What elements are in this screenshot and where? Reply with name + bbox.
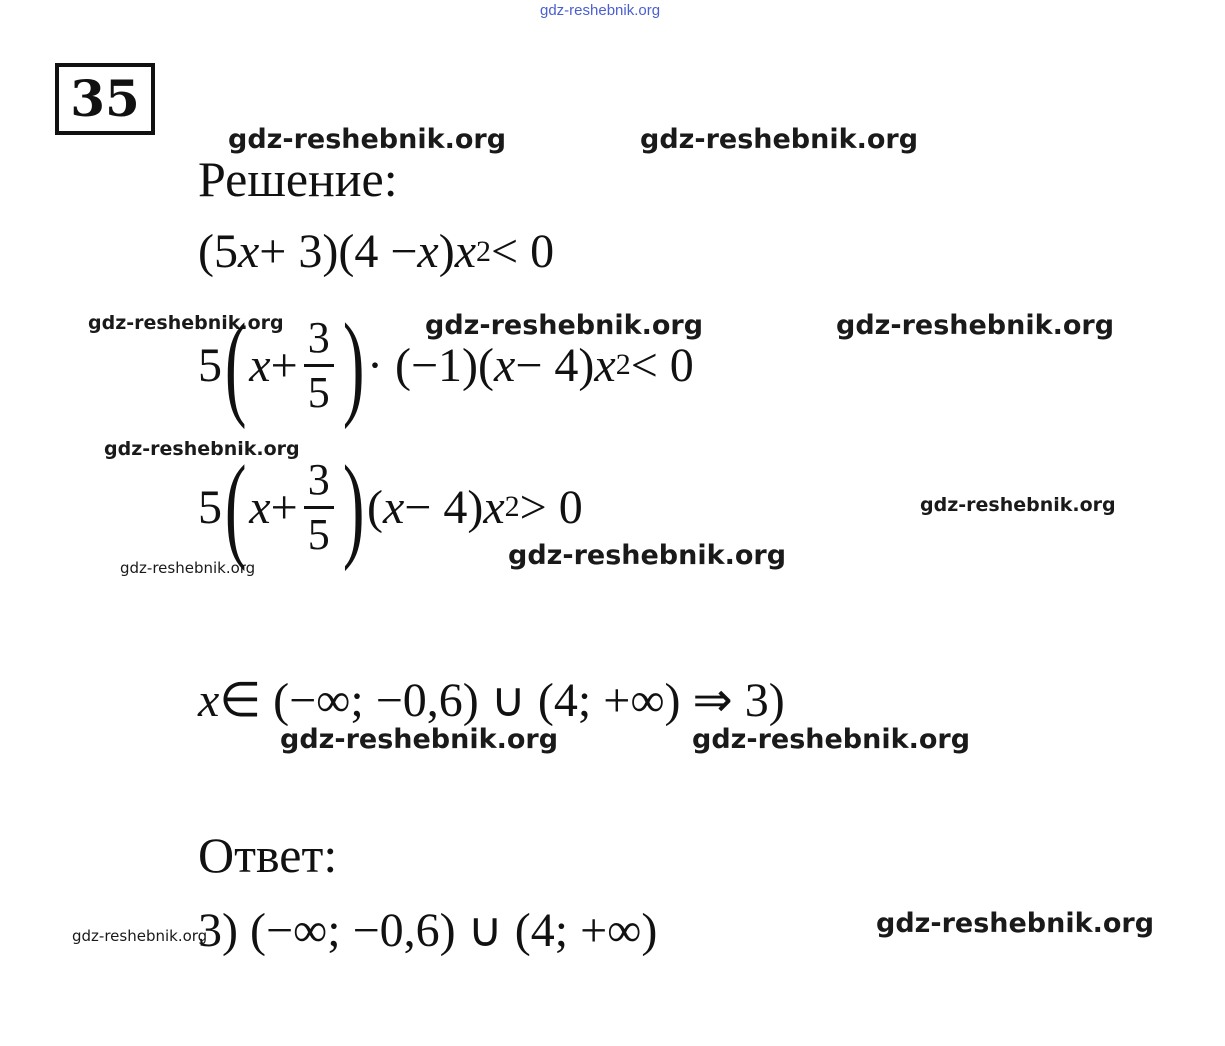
eq2-coef: 5 (198, 338, 222, 392)
eq1-part-b: + 3)(4 − (259, 225, 418, 278)
answer-heading: Ответ: (198, 827, 338, 883)
eq1-var: x (454, 225, 477, 278)
eq3-denominator: 5 (307, 509, 330, 559)
eq2-part-d: < 0 (630, 338, 694, 392)
watermark-top: gdz-reshebnik.org (540, 2, 661, 19)
eq2-close-paren: ) (342, 299, 365, 430)
eq4-rest: ∈ (−∞; −0,6) ∪ (4; +∞) ⇒ 3) (219, 674, 785, 727)
eq2-part-c: − 4) (515, 338, 595, 392)
answer-line (198, 902, 657, 958)
problem-number-box: 35 (55, 63, 155, 135)
eq3-plus: + (270, 480, 298, 534)
eq3-fraction (304, 454, 334, 559)
watermark: gdz-reshebnik.org (228, 124, 507, 155)
eq2-fraction (304, 312, 334, 417)
equation-line-4 (198, 672, 785, 728)
eq3-var: x (382, 480, 405, 534)
eq1-part-c: ) (438, 225, 455, 278)
solution-heading: Решение: (198, 151, 398, 207)
watermark: gdz-reshebnik.org (640, 124, 919, 155)
eq3-part-c: − 4) (404, 480, 484, 534)
eq2-var: x (249, 338, 271, 392)
eq2-var: x (494, 338, 516, 392)
watermark: gdz-reshebnik.org (876, 908, 1155, 939)
eq1-part-d: < 0 (491, 225, 555, 278)
watermark: gdz-reshebnik.org (280, 724, 559, 755)
eq2-plus: + (270, 338, 298, 392)
eq3-part-d: > 0 (519, 480, 583, 534)
eq2-part-b: · (−1)( (366, 338, 494, 392)
watermark: gdz-reshebnik.org (920, 494, 1116, 516)
eq2-open-paren: ( (224, 299, 247, 430)
equation-line-2: 5 ( x + $\frac{3}{5}$ ) · (−1)( x − 4) x 2 < 0 (198, 299, 694, 430)
watermark: gdz-reshebnik.org (425, 310, 704, 341)
eq3-numerator: 3 (304, 458, 334, 509)
eq2-denominator: 5 (307, 367, 330, 417)
eq3-close-paren: ) (342, 441, 365, 572)
watermark: gdz-reshebnik.org (836, 310, 1115, 341)
eq1-var: x (237, 225, 260, 278)
eq1-var: x (417, 225, 439, 278)
eq3-open-paren: ( (224, 441, 247, 572)
watermark: gdz-reshebnik.org (120, 559, 256, 577)
watermark: gdz-reshebnik.org (508, 540, 787, 571)
eq3-var: x (483, 480, 505, 534)
watermark: gdz-reshebnik.org (72, 927, 208, 945)
watermark: gdz-reshebnik.org (88, 312, 284, 334)
watermark: gdz-reshebnik.org (104, 438, 300, 460)
answer-text: 3) (−∞; −0,6) ∪ (4; +∞) (198, 904, 658, 957)
equation-line-3: 5 ( x + $\frac{3}{5}$ ) ( x − 4) x 2 > 0 (198, 441, 583, 572)
watermark: gdz-reshebnik.org (692, 724, 971, 755)
eq2-var: x (594, 338, 616, 392)
equation-line-1: (5 x + 3)(4 − x ) x 2 < 0 (198, 225, 555, 278)
eq3-coef: 5 (198, 480, 222, 534)
eq1-part-a: (5 (198, 225, 238, 278)
eq4-var: x (198, 673, 220, 727)
eq2-numerator: 3 (304, 316, 334, 367)
eq3-var: x (249, 480, 271, 534)
eq3-part-b: ( (366, 480, 383, 534)
